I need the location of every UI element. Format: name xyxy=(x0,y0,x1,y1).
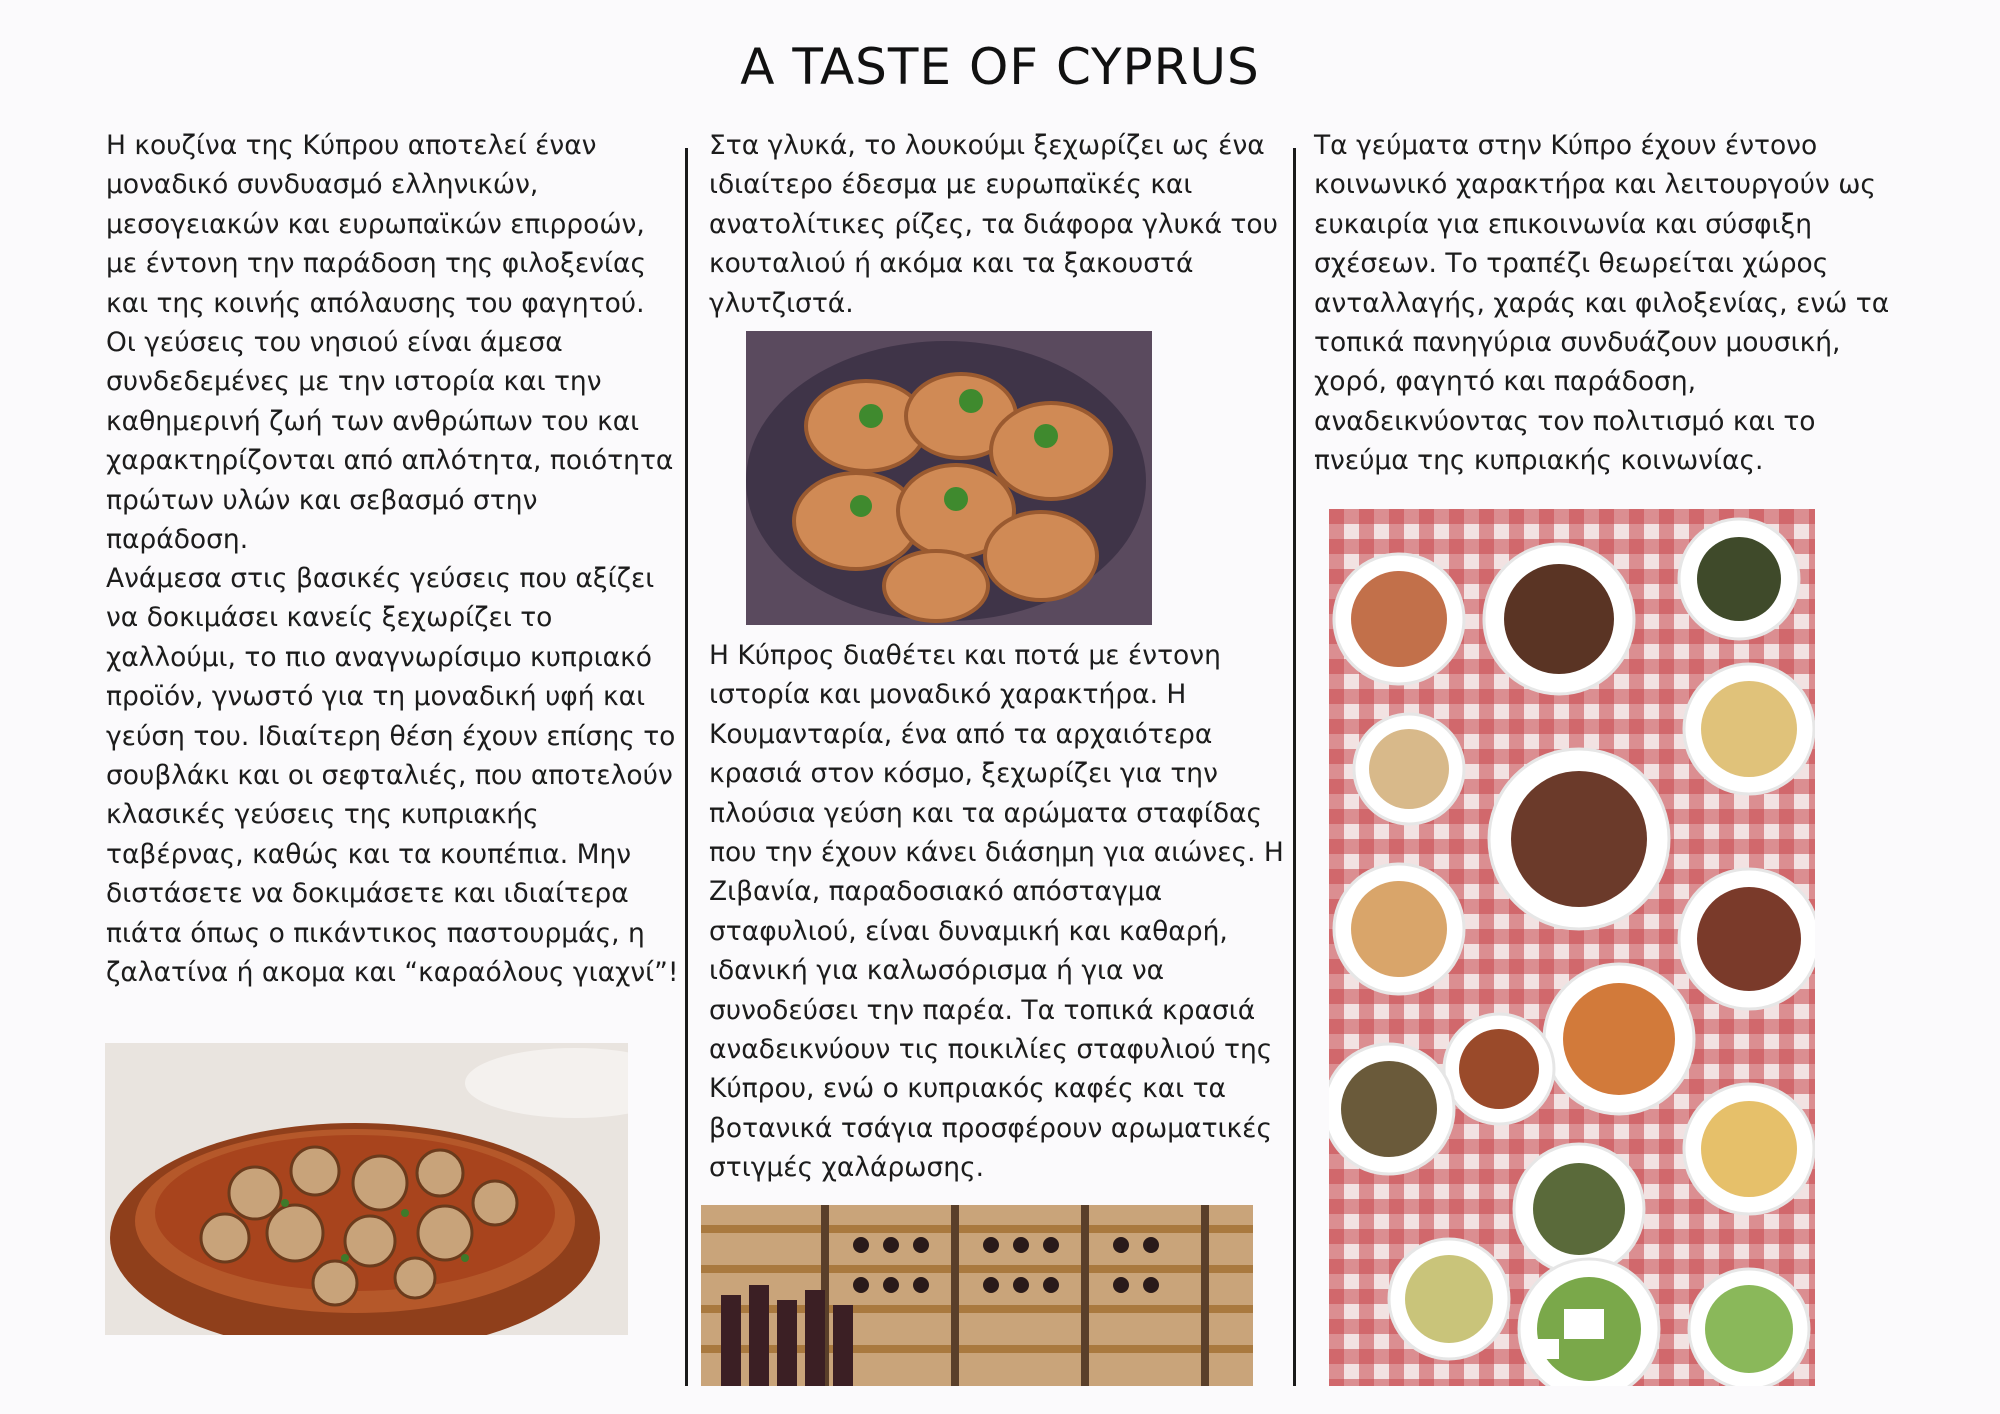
meze-table-photo xyxy=(1329,509,1815,1386)
col1-paragraph-1: Η κουζίνα της Κύπρου αποτελεί έναν μοναδικό συνδυασμό ελληνικών, μεσογειακών και ευρωπαϊκών επιρροών, με έντονη την παράδοση της φιλοξενίας και της κοινής απόλαυσης του φαγητού. Οι γεύσεις του νησιού είναι άμεσα συνδεδεμένες με την ιστορία και την καθημερινή ζωή των ανθρώπων του και χαρακτηρίζονται από απλότητα, ποιότητα πρώτων υλών και σεβασμό στην παράδοση. xyxy=(106,130,674,556)
col3-paragraph-1: Τα γεύματα στην Κύπρο έχουν έντονο κοινωνικό χαρακτήρα και λειτουργούν ως ευκαιρία για επικοινωνία και σύσφιξη σχέσεων. Το τραπέζι θεωρείται χώρος ανταλλαγής, χαράς και φιλοξενίας, ενώ τα τοπικά πανηγύρια συνδυάζουν μουσική, χορό, φαγητό και παράδοση, αναδεικνύοντας τον πολιτισμό και το πνεύμα της κυπριακής κοινωνίας. xyxy=(1314,130,1890,477)
col2-paragraph-1: Στα γλυκά, το λουκούμι ξεχωρίζει ως ένα ιδιαίτερο έδεσμα με ευρωπαϊκές και ανατολίτικες ρίζες, τα διάφορα γλυκά του κουταλιού ή ακόμα και τα ξακουστά γλυτζιστά. xyxy=(709,130,1278,319)
page-title: A TASTE OF CYPRUS xyxy=(740,38,1260,96)
column-divider-right xyxy=(1293,148,1296,1386)
column-divider-left xyxy=(685,148,688,1386)
snail-stew-photo xyxy=(105,1043,628,1335)
col1-paragraph-2: Ανάμεσα στις βασικές γεύσεις που αξίζει να δοκιμάσει κανείς ξεχωρίζει το χαλλούμι, το πιο αναγνωρίσιμο κυπριακό προϊόν, γνωστό για τη μοναδική υφή και γεύση του. Ιδιαίτερη θέση έχουν επίσης το σουβλάκι και οι σεφταλιές, που αποτελούν κλασικές γεύσεις της κυπριακής ταβέρνας, καθώς και τα κουπέπια. Μην διστάσετε να δοκιμάσετε και ιδιαίτερα πιάτα όπως ο πικάντικος παστουρμάς, η ζαλατίνα ή ακομα και “καραόλους γιαχνί”! xyxy=(106,563,679,989)
wine-cellar-photo xyxy=(701,1205,1253,1386)
pastry-sweets-photo xyxy=(746,331,1152,625)
col2-paragraph-2: Η Κύπρος διαθέτει και ποτά με έντονη ιστορία και μοναδικό χαρακτήρα. Η Κουμανταρία, ένα από τα αρχαιότερα κρασιά στον κόσμο, ξεχωρίζει για την πλούσια γεύση και τα αρώματα σταφίδας που την έχουν κάνει διάσημη για αιώνες. Η Ζιβανία, παραδοσιακό απόσταγμα σταφυλιού, είναι δυναμική και καθαρή, ιδανική για καλωσόρισμα ή για να συνοδεύσει την παρέα. Τα τοπικά κρασιά αναδεικνύουν τις ποικιλίες σταφυλιού της Κύπρου, ενώ ο κυπριακός καφές και τα βοτανικά τσάγια προσφέρουν αρωματικές στιγμές χαλάρωσης. xyxy=(709,640,1284,1184)
